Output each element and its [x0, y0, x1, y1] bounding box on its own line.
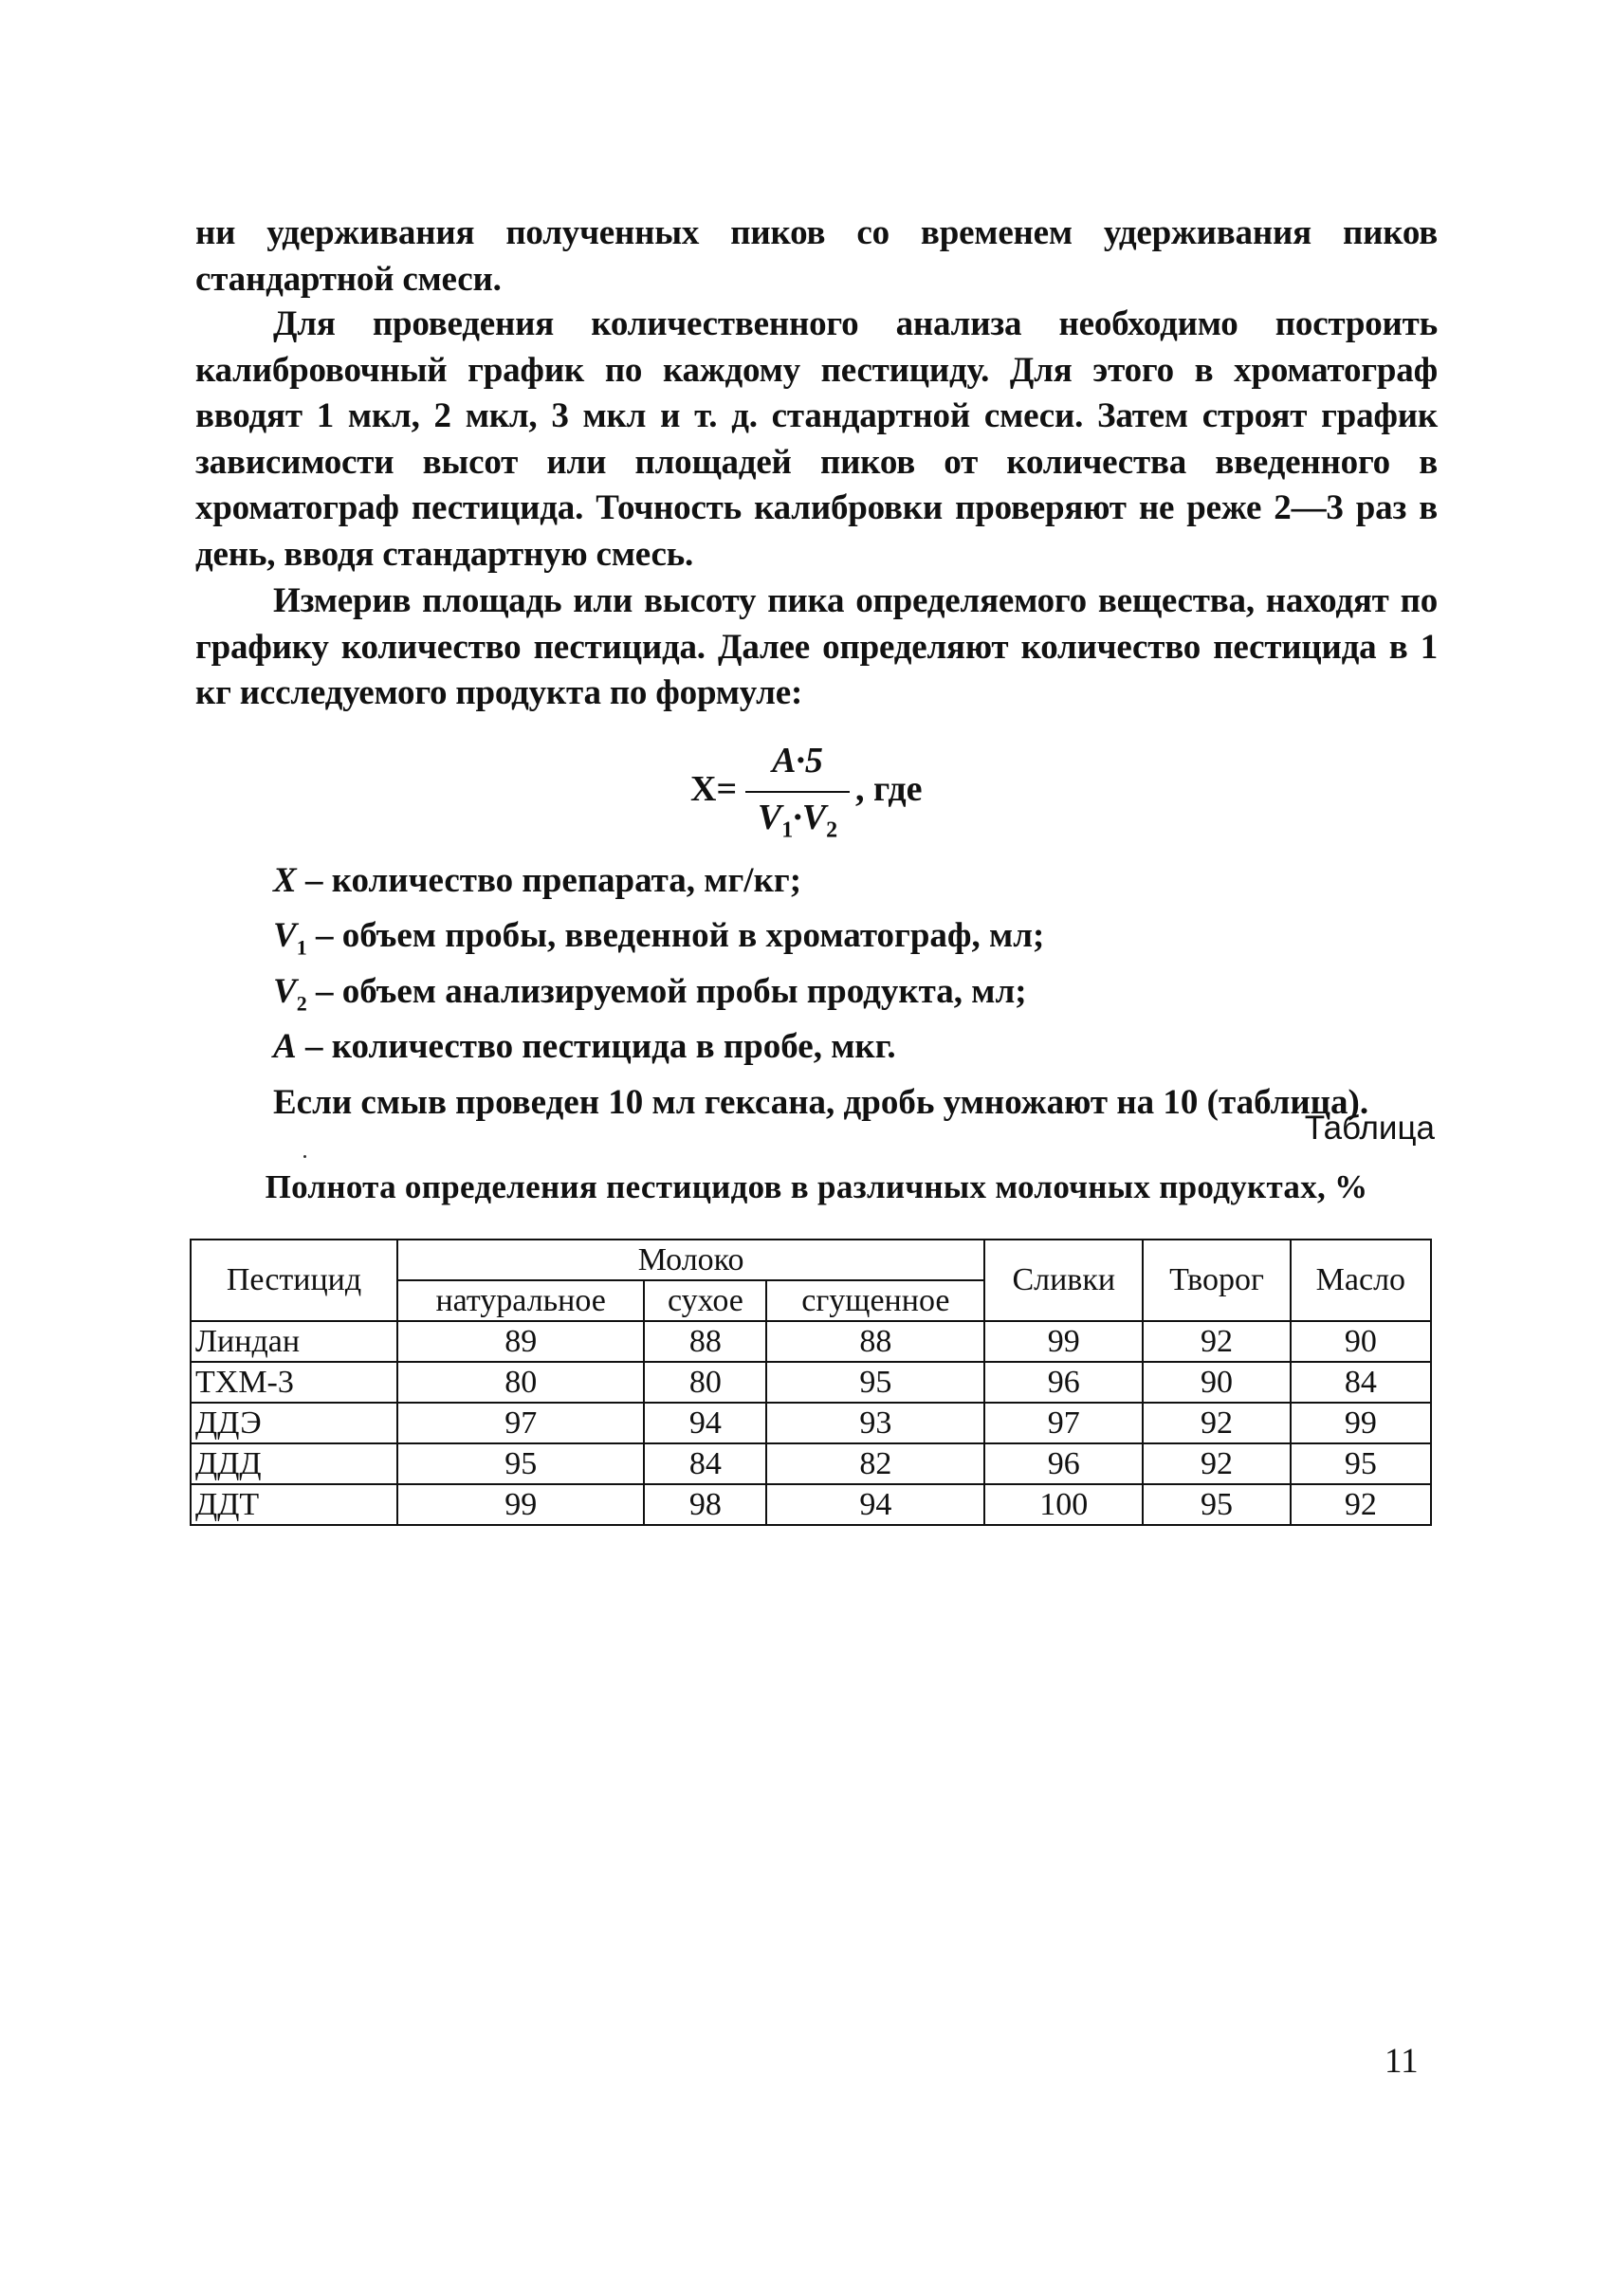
formula-lhs: Х= — [690, 769, 738, 809]
definition-x: X – количество препарата, мг/кг; — [273, 861, 802, 900]
paragraph-calibration: Для проведения количественного анализа необходимо построить калибровочный график по каждому пестициду. Для этого в хроматограф вводят 1 мкл, 2 мкл, 3 мкл и т. д. стандартной смеси. Затем строят график зависимости высот или площадей пиков от количества введенного в хроматограф пестицида. Точность калибровки проверяют не реже 2—3 раз в день, вводя стандартную смесь. — [195, 304, 1438, 574]
definition-v2: $V_2$ – объем анализируемой пробы продукта, мл; — [273, 971, 1027, 1016]
value-cell: 99 — [1291, 1403, 1431, 1443]
value-cell: 100 — [984, 1484, 1143, 1525]
table-header-row — [191, 1240, 1431, 1280]
table-row — [191, 1362, 1431, 1403]
header-milk-condensed: сгущенное — [766, 1280, 984, 1321]
value-cell: 99 — [397, 1484, 644, 1525]
value-cell: 93 — [766, 1403, 984, 1443]
definitions-list — [273, 859, 1458, 1125]
header-cream: Сливки — [984, 1240, 1143, 1321]
value-cell: 95 — [766, 1362, 984, 1403]
value-cell: 95 — [1143, 1484, 1290, 1525]
pesticide-name-cell: ДДЭ — [191, 1403, 397, 1443]
formula — [690, 740, 975, 854]
value-cell: 96 — [984, 1443, 1143, 1484]
pesticide-name-cell: ТХМ-3 — [191, 1362, 397, 1403]
pesticide-name-cell: Линдан — [191, 1321, 397, 1362]
value-cell: 90 — [1291, 1321, 1431, 1362]
value-cell: 92 — [1291, 1484, 1431, 1525]
page-number: 11 — [1385, 2042, 1419, 2081]
formula-fraction — [743, 740, 852, 854]
header-pesticide: Пестицид — [191, 1240, 397, 1321]
paragraph-retention: ни удерживания полученных пиков со временем удерживания пиков стандартной смеси. — [195, 213, 1438, 299]
table-caption: Полнота определения пестицидов в различных молочных продуктах, % — [265, 1168, 1368, 1205]
value-cell: 97 — [984, 1403, 1143, 1443]
header-milk-natural: натуральное — [397, 1280, 644, 1321]
formula-numerator: A·5 — [772, 741, 823, 781]
definition-a: A – количество пестицида в пробе, мкг. — [273, 1027, 896, 1067]
table-row — [191, 1321, 1431, 1362]
value-cell: 98 — [644, 1484, 766, 1525]
value-cell: 97 — [397, 1403, 644, 1443]
paragraph-measurement: Измерив площадь или высоту пика определяемого вещества, находят по графику количество пестицида. Далее определяют количество пестицида в 1 кг исследуемого продукта по формуле: — [195, 581, 1438, 712]
value-cell: 80 — [397, 1362, 644, 1403]
note-hexane: Если смыв проведен 10 мл гексана, дробь умножают на 10 (таблица). — [273, 1082, 1369, 1122]
pesticide-table — [190, 1239, 1432, 1526]
value-cell: 92 — [1143, 1403, 1290, 1443]
value-cell: 80 — [644, 1362, 766, 1403]
fraction-bar — [745, 791, 850, 793]
value-cell: 90 — [1143, 1362, 1290, 1403]
value-cell: 82 — [766, 1443, 984, 1484]
value-cell: 89 — [397, 1321, 644, 1362]
table-row — [191, 1403, 1431, 1443]
value-cell: 94 — [644, 1403, 766, 1443]
header-butter: Масло — [1291, 1240, 1431, 1321]
header-cottage-cheese: Творог — [1143, 1240, 1290, 1321]
value-cell: 92 — [1143, 1321, 1290, 1362]
value-cell: 95 — [1291, 1443, 1431, 1484]
formula-denominator: $V_1\cdot V_2$ — [757, 798, 838, 843]
value-cell: 88 — [766, 1321, 984, 1362]
table-row — [191, 1443, 1431, 1484]
definition-v1: $V_1$ – объем пробы, введенной в хроматограф, мл; — [273, 916, 1045, 960]
table-row — [191, 1484, 1431, 1525]
value-cell: 84 — [644, 1443, 766, 1484]
pesticide-name-cell: ДДТ — [191, 1484, 397, 1525]
value-cell: 95 — [397, 1443, 644, 1484]
table-label: Таблица — [1304, 1110, 1435, 1147]
value-cell: 84 — [1291, 1362, 1431, 1403]
formula-tail: , где — [855, 769, 923, 809]
value-cell: 96 — [984, 1362, 1143, 1403]
header-milk: Молоко — [397, 1240, 984, 1280]
pesticide-name-cell: ДДД — [191, 1443, 397, 1484]
value-cell: 88 — [644, 1321, 766, 1362]
header-milk-dry: сухое — [644, 1280, 766, 1321]
value-cell: 92 — [1143, 1443, 1290, 1484]
value-cell: 94 — [766, 1484, 984, 1525]
value-cell: 99 — [984, 1321, 1143, 1362]
scan-speck — [303, 1155, 306, 1158]
